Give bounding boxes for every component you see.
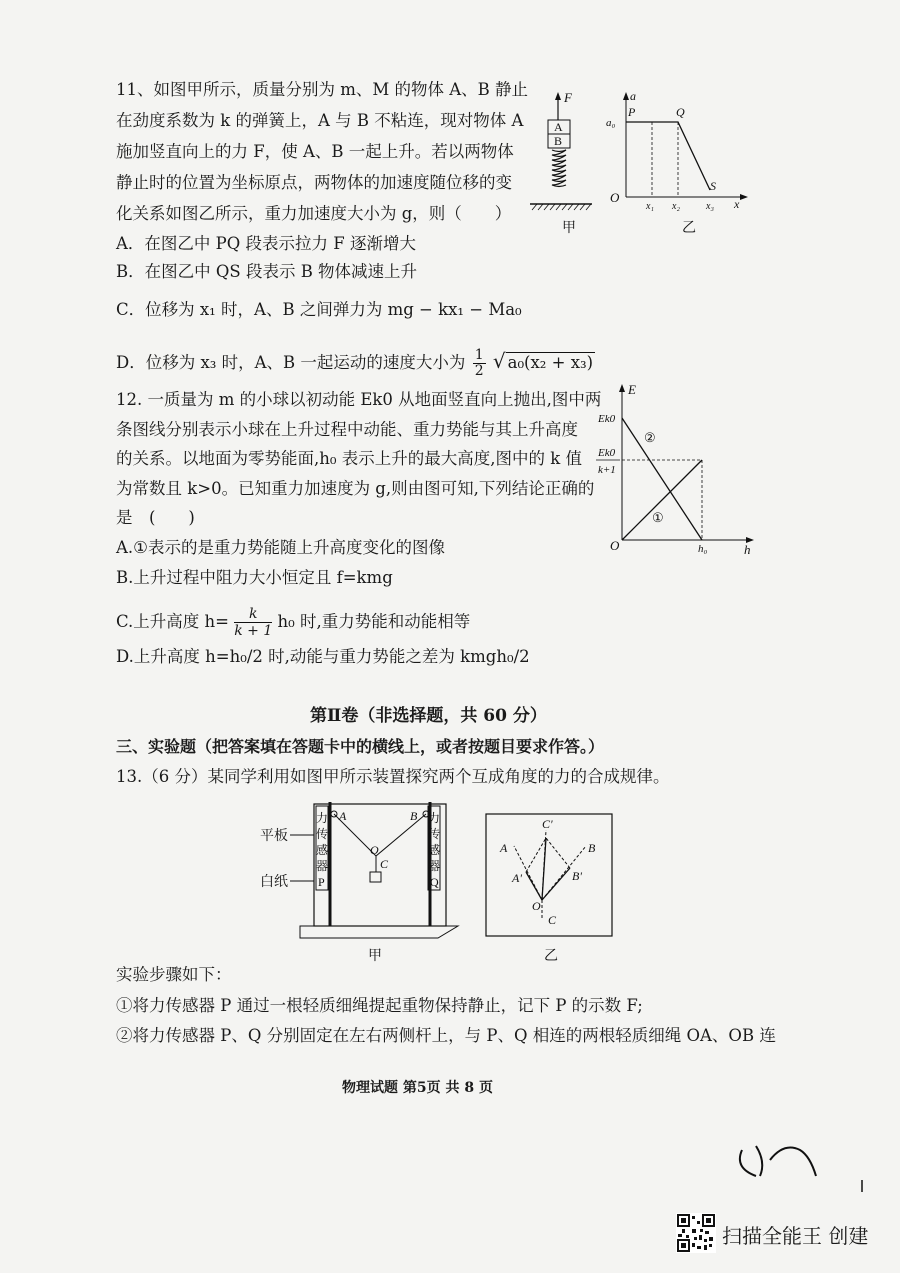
weight	[370, 872, 381, 882]
sensor-p-char-4: 器	[316, 859, 329, 873]
sensor-q-char-2: 传	[428, 827, 441, 841]
a0-label: a₀	[606, 117, 616, 129]
q12-option-d: D.上升高度 h=h₀/2 时,动能与重力势能之差为 kmgh₀/2	[116, 647, 530, 666]
part3-heading: 三、实验题（把答案填在答题卡中的横线上，或者按题目要求作答。）	[116, 737, 605, 756]
page-footer: 物理试题 第5页 共 8 页	[342, 1080, 493, 1096]
x2-label: x₂	[672, 201, 680, 212]
handwritten-mark	[730, 1136, 870, 1196]
x1-label: x₁	[646, 201, 654, 212]
ek0-label: Ek0	[598, 413, 616, 425]
block-a-label: A	[554, 120, 563, 134]
steps-intro: 实验步骤如下：	[116, 965, 232, 984]
q12-line-4: 为常数且 k>0。已知重力加速度为 g,则由图可知,下列结论正确的	[116, 479, 595, 498]
point-q-label: Q	[676, 105, 685, 119]
q13-stem: 13.（6 分）某同学利用如图甲所示装置探究两个互成角度的力的合成规律。	[116, 767, 670, 786]
qr-code-icon	[676, 1213, 716, 1253]
label-c-prime: C'	[542, 817, 553, 831]
section-title: 第Ⅱ卷（非选择题，共 60 分）	[310, 706, 547, 726]
sensor-p-char-1: 力	[316, 811, 329, 825]
label-c: C	[380, 857, 389, 871]
curve-1-label: ①	[652, 510, 664, 525]
q13-figure-yi	[480, 810, 620, 970]
e-axis-label: E	[628, 382, 636, 397]
ground-hatch	[532, 204, 591, 210]
q13-jia-caption: 甲	[368, 949, 382, 964]
x3-label: x₃	[706, 201, 714, 212]
q11-line-3: 施加竖直向上的力 F，使 A、B 一起上升。若以两物体	[116, 142, 514, 161]
sensor-p-char-2: 传	[316, 827, 329, 841]
label-b-yi: B	[588, 841, 596, 855]
base-board	[300, 926, 458, 938]
q11-option-d-num: 1	[474, 347, 484, 363]
label-b-prime: B'	[572, 869, 582, 883]
frac-num-label: Ek0	[598, 447, 616, 459]
label-a-yi: A	[500, 841, 508, 855]
q11-option-d-text: D．位移为 x₃ 时，A、B 一起运动的速度大小为	[116, 353, 466, 372]
q11-figure-yi	[606, 84, 756, 238]
figure-jia-caption: 甲	[562, 221, 576, 236]
q12-option-c-post: h₀ 时,重力势能和动能相等	[277, 612, 471, 631]
q12-option-c-pre: C.上升高度 h=	[116, 612, 229, 631]
force-arrow-head	[555, 92, 561, 100]
sensor-q-char-1: 力	[428, 811, 441, 825]
parallelogram-right	[546, 838, 570, 868]
q12-graph	[592, 380, 762, 558]
q13-figure-jia	[248, 798, 463, 968]
curve-1-line	[622, 460, 702, 540]
label-a-prime: A'	[512, 871, 522, 885]
q12-option-b: B.上升过程中阻力大小恒定且 f=kmg	[116, 568, 393, 587]
handwritten-stroke	[740, 1146, 816, 1176]
label-c-yi: C	[548, 913, 557, 927]
q11-option-d-radicand: a₀(x₂ + x₃)	[507, 353, 594, 372]
oa-prime-vector	[526, 872, 542, 900]
point-s-label: S	[710, 179, 716, 193]
y-axis-arrow	[623, 92, 629, 100]
q11-line-1: 11、如图甲所示，质量分别为 m、M 的物体 A、B 静止	[116, 80, 529, 99]
q12-option-c-num: k	[234, 606, 272, 623]
q11-option-d-den: 2	[474, 363, 484, 379]
x-axis-label: x	[734, 197, 740, 211]
graph-origin: O	[610, 538, 620, 553]
sensor-p-char-5: P	[318, 875, 325, 889]
q12-line-5: 是 ( )	[116, 508, 195, 527]
curve-2-label: ②	[644, 430, 656, 445]
q13-yi-caption: 乙	[544, 949, 558, 964]
sqrt-icon: √	[492, 349, 506, 373]
x-axis-arrow	[740, 194, 748, 200]
frac-den-label: k+1	[598, 464, 616, 476]
step-2: ②将力传感器 P、Q 分别固定在左右两侧杆上，与 P、Q 相连的两根轻质细绳 OA、OB 连	[116, 1026, 776, 1045]
scanner-label: 扫描全能王 创建	[722, 1224, 869, 1248]
label-b: B	[410, 809, 418, 823]
origin-label: O	[610, 190, 620, 205]
y-axis-label: a	[630, 89, 636, 103]
spring	[552, 150, 566, 187]
force-label: F	[564, 90, 572, 105]
q12-option-c-den: k + 1	[234, 623, 273, 639]
q11-figure-jia	[526, 88, 606, 238]
h-axis-label: h	[744, 542, 751, 557]
label-o: O	[370, 843, 379, 857]
figure-yi-caption: 乙	[682, 221, 696, 236]
q12-line-1: 12. 一质量为 m 的小球以初动能 Ek0 从地面竖直向上抛出,图中两	[116, 390, 602, 409]
board-label: 平板	[260, 829, 288, 844]
sensor-q-char-4: 器	[428, 859, 441, 873]
point-p-label: P	[628, 105, 636, 119]
q12-option-c-fraction	[234, 606, 272, 639]
string-ob	[376, 814, 426, 856]
parallelogram-left	[526, 838, 546, 872]
sensor-p-char-3: 感	[316, 843, 329, 857]
q11-line-4: 静止时的位置为坐标原点，两物体的加速度随位移的变	[116, 173, 512, 192]
sensor-q-char-3: 感	[428, 843, 441, 857]
e-axis-arrow	[619, 384, 625, 392]
sensor-q-char-5: Q	[430, 875, 439, 889]
oc-prime-vector	[542, 838, 546, 900]
q11-option-a: A．在图乙中 PQ 段表示拉力 F 逐渐增大	[116, 234, 416, 253]
q11-option-d	[116, 348, 595, 379]
q11-option-b: B．在图乙中 QS 段表示 B 物体减速上升	[116, 262, 418, 281]
q11-line-2: 在劲度系数为 k 的弹簧上，A 与 B 不粘连，现对物体 A	[116, 111, 524, 130]
label-a: A	[339, 809, 347, 823]
step-1: ①将力传感器 P 通过一根轻质细绳提起重物保持静止，记下 P 的示数 F;	[116, 996, 643, 1015]
q12-option-a: A.①表示的是重力势能随上升高度变化的图像	[116, 538, 445, 557]
block-b-label: B	[554, 134, 563, 148]
paper-label: 白纸	[260, 875, 288, 890]
q12-line-2: 条图线分别表示小球在上升过程中动能、重力势能与其上升高度	[116, 420, 578, 439]
q12-line-3: 的关系。以地面为零势能面,h₀ 表示上升的最大高度,图中的 k 值	[116, 449, 582, 468]
q11-option-c: C．位移为 x₁ 时，A、B 之间弹力为 mg − kx₁ − Ma₀	[116, 300, 522, 319]
q11-option-d-fraction	[473, 348, 486, 379]
label-o-yi: O	[532, 899, 541, 913]
ob-prime-vector	[542, 868, 570, 900]
q11-line-5: 化关系如图乙所示，重力加速度大小为 g，则（ ）	[116, 204, 512, 223]
q12-option-c	[116, 606, 470, 639]
h0-label: h₀	[698, 543, 708, 555]
accel-curve	[626, 122, 710, 190]
